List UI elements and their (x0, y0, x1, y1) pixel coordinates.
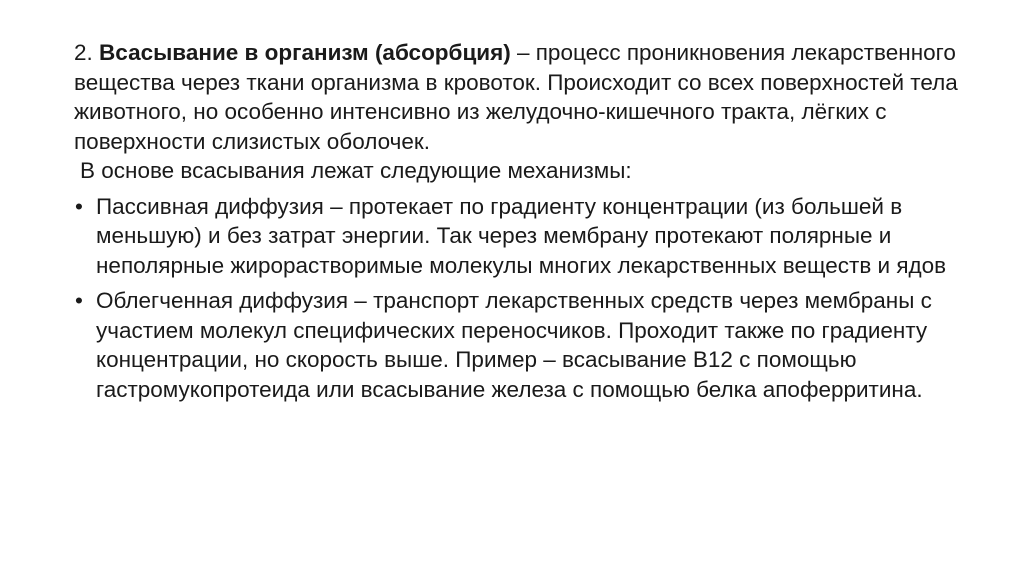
list-item (74, 286, 974, 404)
mechanisms-intro: В основе всасывания лежат следующие механизмы: (80, 158, 632, 183)
bullet-icon: • (75, 288, 83, 313)
section-term: Всасывание в организм (абсорбция) (99, 40, 511, 65)
slide-content (74, 38, 974, 410)
intro-paragraph (74, 38, 974, 156)
mechanisms-list (74, 192, 974, 405)
bullet-icon: • (75, 193, 83, 219)
list-item-text: Облегченная диффузия – транспорт лекарственных средств через мембраны с участием молекул специфических переносчиков. Проходит также по градиенту концентрации, но скорость выше. Пример – всасывание В12 с помощью гастромукопротеида или всасывание железа с помощью белка апоферритина. (96, 288, 932, 402)
list-item-text: Пассивная диффузия – протекает по градиенту концентрации (из большей в меньшую) и без затрат энергии. Так через мембрану протекают полярные и неполярные жирорастворимые молекулы многих лекарственных веществ и ядов (96, 193, 947, 278)
section-definition: – процесс проникновения лекарственного вещества через ткани организма в кровоток. Происходит со всех поверхностей тела животного, но особенно интенсивно из желудочно-кишечного тракта, лёгких с поверхности слизистых оболочек. (74, 40, 958, 154)
list-item (74, 192, 974, 281)
section-number: 2. (74, 40, 100, 65)
